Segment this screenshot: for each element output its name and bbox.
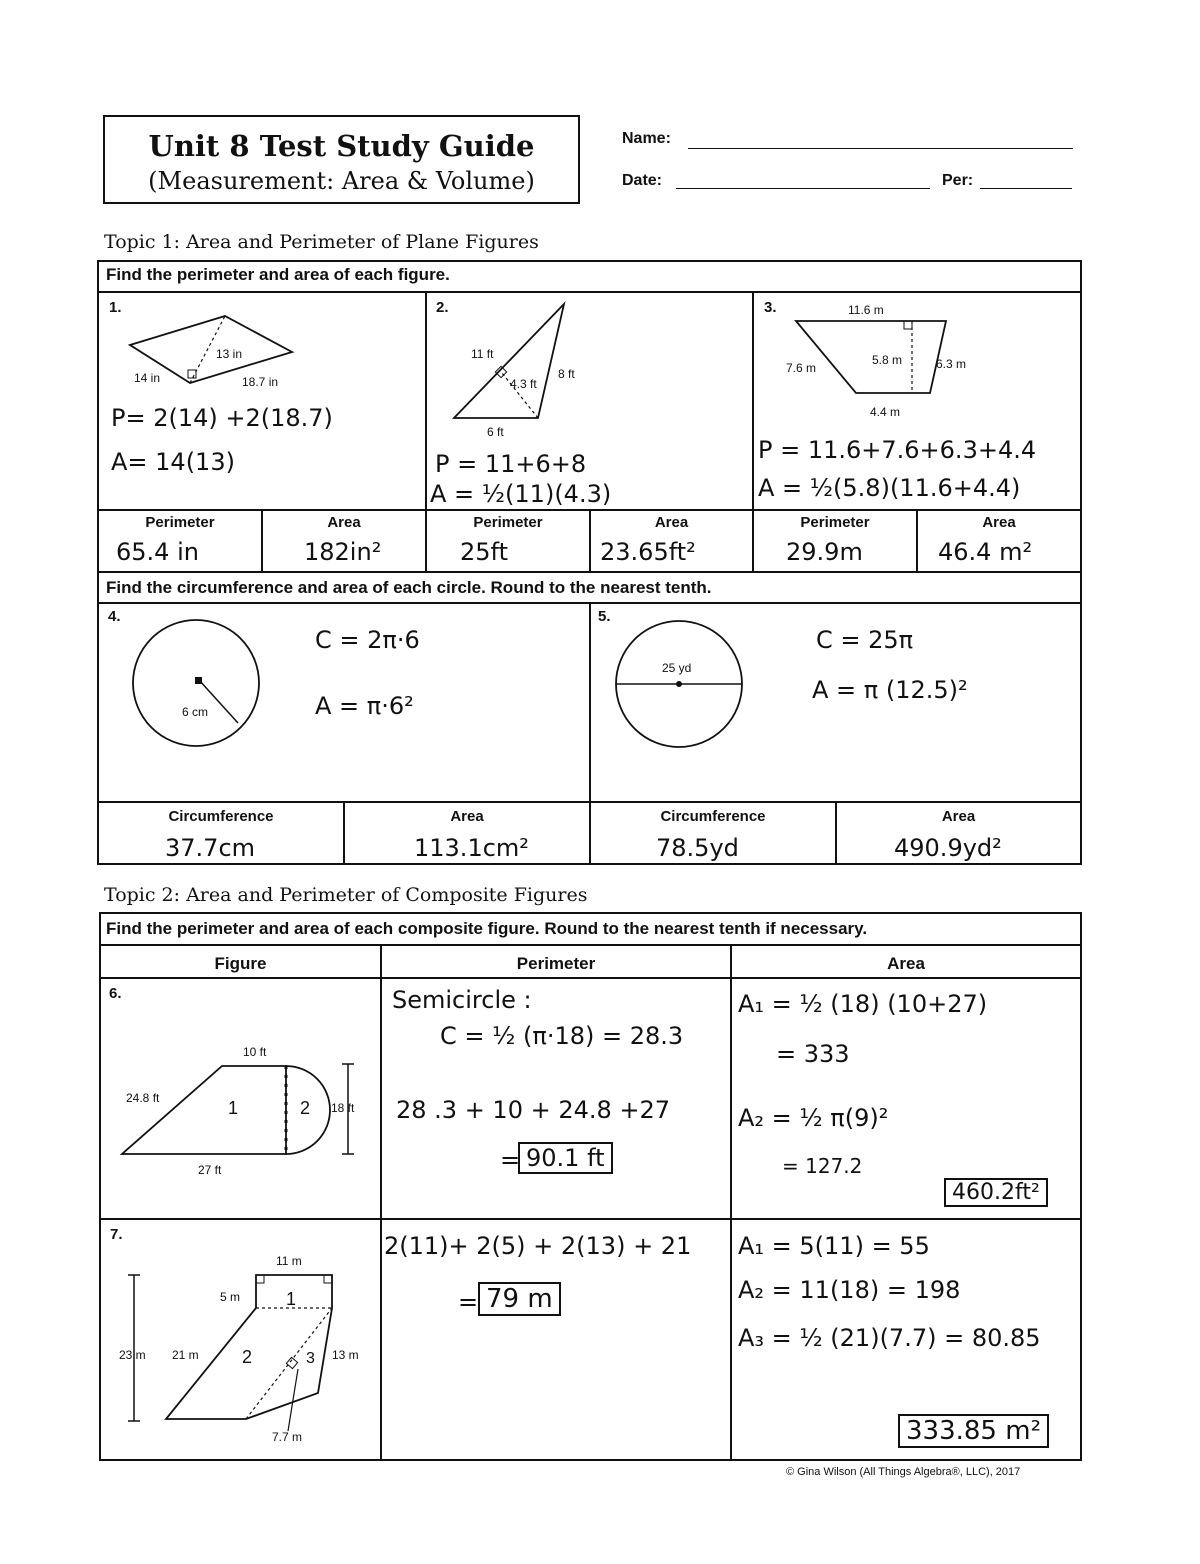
- p7-region-1: 1: [286, 1289, 297, 1309]
- topic1-heading: Topic 1: Area and Perimeter of Plane Figures: [104, 231, 539, 253]
- p1-perimeter-answer: 65.4 in: [116, 538, 199, 566]
- p7-label-slant: 21 m: [172, 1348, 199, 1362]
- p1-work-area: A= 14(13): [111, 448, 235, 476]
- trapezoid-figure: [770, 300, 1070, 425]
- problem-3-number: 3.: [764, 299, 777, 316]
- p6-perim-equals: =: [500, 1146, 521, 1174]
- p3-label-right: 6.3 m: [936, 357, 967, 371]
- p1-label-height: 13 in: [216, 347, 243, 361]
- p3-area-answer: 46.4 m²: [938, 538, 1033, 566]
- col-figure-header: Figure: [214, 954, 267, 973]
- p2-label-base: 6 ft: [487, 425, 504, 439]
- p7-label-right: 13 m: [332, 1348, 359, 1362]
- p2-label-side: 11 ft: [471, 347, 494, 361]
- circle-instructions: Find the circumference and area of each circle. Round to the nearest tenth.: [106, 578, 712, 597]
- p1-label-base: 18.7 in: [242, 375, 279, 389]
- p4-work-circumference: C = 2π·6: [315, 626, 420, 654]
- p2-label-height: 4.3 ft: [510, 377, 537, 391]
- problem-2-number: 2.: [436, 299, 449, 316]
- problem-6-number: 6.: [109, 985, 122, 1002]
- p5-label-diameter: 25 yd: [662, 661, 692, 675]
- p3-label-bottom: 4.4 m: [870, 405, 901, 419]
- p6-perim-line1: Semicircle :: [392, 986, 532, 1014]
- p5-work-area: A = π (12.5)²: [812, 676, 968, 704]
- composite-figure-7: [110, 1245, 378, 1450]
- p3-area-header: Area: [982, 514, 1016, 531]
- circle-4-figure: [120, 610, 280, 760]
- p1-perimeter-header: Perimeter: [145, 514, 215, 531]
- p3-label-left: 7.6 m: [786, 361, 817, 375]
- problem-4-number: 4.: [108, 608, 121, 625]
- p5-circumference-answer: 78.5yd: [656, 834, 739, 862]
- p3-label-top: 11.6 m: [848, 303, 884, 317]
- p3-perimeter-header: Perimeter: [800, 514, 870, 531]
- per-label: Per:: [942, 172, 974, 189]
- p2-area-header: Area: [654, 514, 689, 531]
- p7-label-top: 11 m: [276, 1254, 302, 1268]
- problem-5-number: 5.: [598, 608, 611, 625]
- p7-region-2: 2: [242, 1347, 253, 1367]
- p6-region-1: 1: [228, 1098, 239, 1118]
- p3-label-height: 5.8 m: [872, 353, 903, 367]
- p4-area-answer: 113.1cm²: [414, 834, 529, 862]
- p5-circ-header: Circumference: [660, 808, 766, 825]
- p7-area-line3: A₃ = ½ (21)(7.7) = 80.85: [738, 1324, 1041, 1352]
- p1-work-perimeter: P= 2(14) +2(18.7): [111, 404, 333, 432]
- p2-perimeter-answer: 25ft: [460, 538, 508, 566]
- p5-area-header: Area: [941, 808, 976, 825]
- topic2-instructions: Find the perimeter and area of each composite figure. Round to the nearest tenth if necessary.: [106, 919, 868, 938]
- p5-area-answer: 490.9yd²: [894, 834, 1002, 862]
- triangle-figure: [440, 300, 620, 440]
- composite-figure-6: [110, 1040, 375, 1180]
- circle-5-figure: [612, 616, 752, 752]
- p2-perimeter-header: Perimeter: [473, 514, 543, 531]
- p1-label-side: 14 in: [134, 371, 161, 385]
- copyright: © Gina Wilson (All Things Algebra®, LLC), 2017: [786, 1466, 1021, 1478]
- col-perimeter-header: Perimeter: [516, 954, 596, 973]
- p5-work-circumference: C = 25π: [816, 626, 914, 654]
- p6-perimeter-answer: 90.1 ft: [518, 1142, 613, 1174]
- p4-area-header: Area: [450, 808, 484, 825]
- p7-label-side: 5 m: [220, 1290, 241, 1304]
- topic1-instructions: Find the perimeter and area of each figure.: [106, 265, 450, 284]
- p7-label-height: 23 m: [119, 1348, 146, 1362]
- p6-area-line1: A₁ = ½ (18) (10+27): [738, 990, 988, 1018]
- p4-circumference-answer: 37.7cm: [165, 834, 256, 862]
- page-title: Unit 8 Test Study Guide: [148, 129, 535, 163]
- p6-area-answer: 460.2ft²: [944, 1178, 1048, 1207]
- problem-1-number: 1.: [109, 299, 122, 316]
- p7-perim-equals: =: [458, 1288, 479, 1316]
- topic2-heading: Topic 2: Area and Perimeter of Composite Figures: [104, 884, 588, 906]
- p2-work-perimeter: P = 11+6+8: [435, 450, 587, 478]
- p1-area-header: Area: [327, 514, 361, 531]
- p7-region-3: 3: [306, 1350, 315, 1367]
- p6-area-line3: A₂ = ½ π(9)²: [738, 1104, 889, 1132]
- date-label: Date:: [622, 172, 663, 189]
- p2-area-answer: 23.65ft²: [600, 538, 696, 566]
- p6-area-line4: = 127.2: [782, 1154, 863, 1178]
- p7-perimeter-answer: 79 m: [478, 1282, 561, 1316]
- parallelogram-figure: [110, 300, 410, 400]
- page-subtitle: (Measurement: Area & Volume): [148, 167, 535, 195]
- p2-work-area: A = ½(11)(4.3): [430, 480, 612, 508]
- p2-label-side2: 8 ft: [558, 367, 575, 381]
- p6-region-2: 2: [300, 1098, 311, 1118]
- p1-area-answer: 182in²: [304, 538, 382, 566]
- p6-label-height: 18 ft: [331, 1101, 355, 1115]
- p7-area-answer: 333.85 m²: [898, 1414, 1049, 1448]
- p6-perim-line2: C = ½ (π·18) = 28.3: [440, 1022, 684, 1050]
- problem-7-number: 7.: [110, 1226, 123, 1243]
- p4-work-area: A = π·6²: [315, 692, 414, 720]
- p7-area-line1: A₁ = 5(11) = 55: [738, 1232, 930, 1260]
- p7-area-line2: A₂ = 11(18) = 198: [738, 1276, 961, 1304]
- p6-label-base: 27 ft: [198, 1163, 222, 1177]
- p4-circ-header: Circumference: [168, 808, 274, 825]
- p3-work-area: A = ½(5.8)(11.6+4.4): [758, 474, 1021, 502]
- p3-perimeter-answer: 29.9m: [786, 538, 863, 566]
- p3-work-perimeter: P = 11.6+7.6+6.3+4.4: [758, 436, 1037, 464]
- p7-perim-line1: 2(11)+ 2(5) + 2(13) + 21: [384, 1232, 692, 1260]
- p6-area-line2: = 333: [776, 1040, 850, 1068]
- p6-label-top: 10 ft: [243, 1045, 267, 1059]
- col-area-header: Area: [887, 954, 925, 973]
- p4-label-radius: 6 cm: [182, 705, 209, 719]
- p7-label-height3: 7.7 m: [272, 1430, 303, 1444]
- p6-perim-line3: 28 .3 + 10 + 24.8 +27: [396, 1096, 671, 1124]
- name-label: Name:: [622, 130, 671, 147]
- p6-label-slant: 24.8 ft: [126, 1091, 160, 1105]
